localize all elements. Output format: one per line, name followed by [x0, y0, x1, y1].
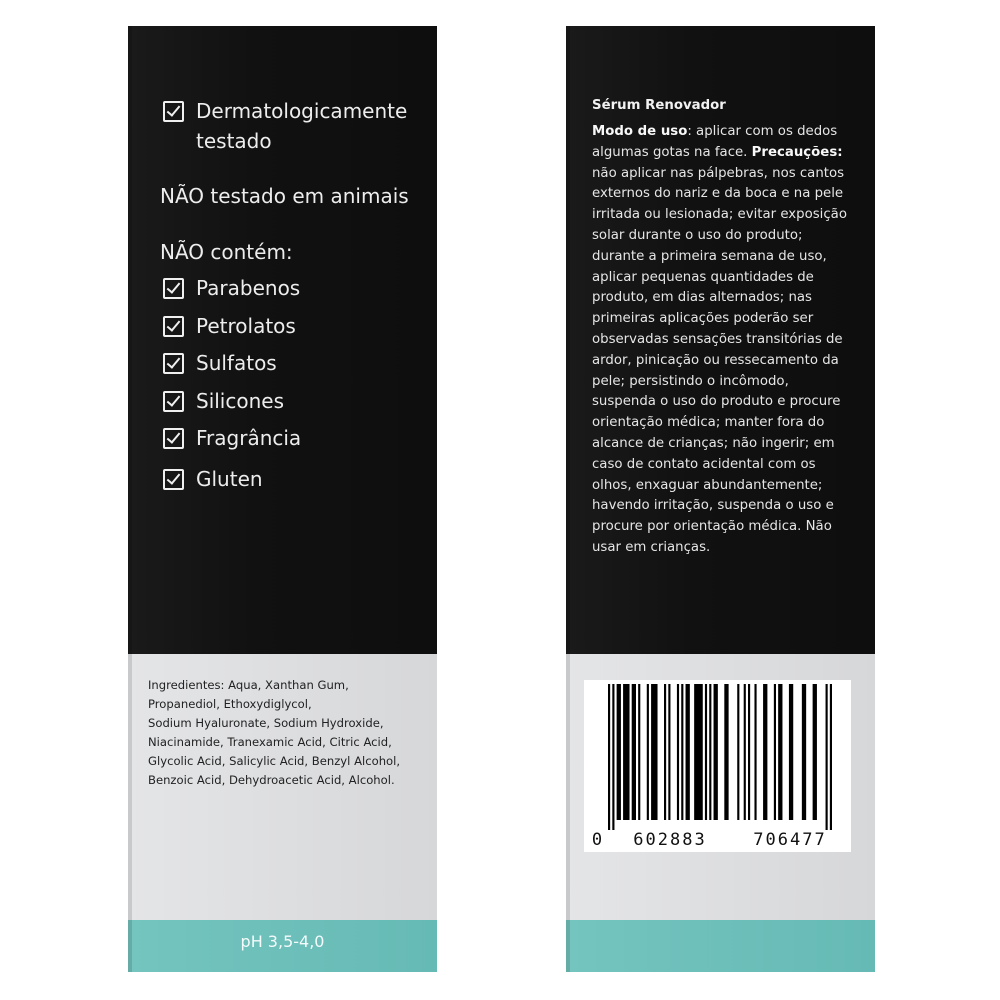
- product-title: Sérum Renovador: [592, 98, 726, 113]
- derm-line-2: testado: [196, 129, 272, 153]
- free-from-label: Gluten: [196, 467, 263, 491]
- barcode-bar: [789, 684, 793, 820]
- not-tested-animals: NÃO testado em animais: [160, 184, 409, 208]
- usage-precautions-text: [592, 122, 854, 559]
- free-from-label: Parabenos: [196, 276, 301, 300]
- barcode-bar: [664, 684, 666, 820]
- not-contains-heading: NÃO contém:: [160, 240, 293, 264]
- barcode-bar: [748, 684, 750, 820]
- barcode-bar: [714, 684, 718, 820]
- free-from-item: [163, 423, 301, 453]
- barcode: [584, 680, 851, 852]
- barcode-digit-first: 0: [591, 830, 603, 850]
- free-from-label: Sulfatos: [196, 351, 277, 375]
- barcode-group-right: 706477: [753, 830, 827, 850]
- ingredients-line: Glycolic Acid, Salicylic Acid, Benzyl Alcohol,: [148, 754, 401, 768]
- free-from-item: [163, 386, 284, 416]
- barcode-bar: [668, 684, 670, 820]
- barcode-bar: [638, 684, 640, 820]
- ingredients-line: Niacinamide, Tranexamic Acid, Citric Acid,: [148, 735, 392, 749]
- barcode-bar: [802, 684, 806, 820]
- barcode-bar: [705, 684, 707, 820]
- checkbox-checked-icon: [163, 469, 184, 490]
- ingredients-line: Ingredientes: Aqua, Xanthan Gum,: [148, 678, 349, 692]
- barcode-bar: [778, 684, 782, 820]
- free-from-label: Fragrância: [196, 426, 302, 450]
- ph-range: pH 3,5-4,0: [240, 932, 325, 951]
- barcode-bar: [651, 684, 657, 820]
- barcode-bar: [744, 684, 746, 820]
- barcode-bar: [763, 684, 767, 820]
- right-teal-section: [566, 920, 875, 972]
- barcode-bar: [608, 684, 610, 830]
- ingredients-line: Propanediol, Ethoxydiglycol,: [148, 697, 312, 711]
- precautions-text: não aplicar nas pálpebras, nos cantos externos do nariz e da boca e na pele irritada ou lesionada; evitar exposição solar durante o uso do produto; durante a primeira semana de uso, aplicar pequenas quantidades de produto, em dias alternados; nas primeiras aplicações poderão ser observadas sensações transitórias de ardor, pinicação ou ressecamento da pele; persistindo o incômodo, suspenda o uso do produto e procure orientação médica; manter fora do alcance de crianças; não ingerir; em caso de contato acidental com os olhos, enxaguar abundantemente; havendo irritação, suspenda o uso e procure por orientação médica. Não usar em crianças.: [592, 165, 847, 555]
- barcode-bar: [774, 684, 776, 820]
- free-from-item: [163, 464, 263, 494]
- checkbox-checked-icon: [163, 391, 184, 412]
- free-from-item: [163, 348, 277, 378]
- barcode-bar: [826, 684, 828, 830]
- barcode-bar: [623, 684, 629, 820]
- usage-label: Modo de uso: [592, 124, 688, 139]
- barcode-bar: [677, 684, 679, 820]
- free-from-label: Silicones: [196, 389, 284, 413]
- free-from-label: Petrolatos: [196, 314, 296, 338]
- barcode-group-left: 602883: [633, 830, 707, 850]
- derm-line-1: Dermatologicamente: [196, 99, 408, 123]
- ingredients-list: [148, 676, 430, 790]
- barcode-bar: [686, 684, 690, 820]
- checkbox-checked-icon: [163, 353, 184, 374]
- left-box-panel: [128, 26, 437, 972]
- checkbox-checked-icon: [163, 316, 184, 337]
- barcode-bar: [724, 684, 728, 820]
- ingredients-line: Benzoic Acid, Dehydroacetic Acid, Alcohol.: [148, 773, 395, 787]
- barcode-bar: [632, 684, 636, 820]
- barcode-bar: [694, 684, 703, 820]
- barcode-bar: [709, 684, 711, 820]
- barcode-bar: [737, 684, 739, 820]
- precautions-label: Precauções:: [751, 144, 843, 160]
- usage-text: : aplicar com os dedos algumas gotas na face.: [592, 124, 838, 160]
- checkbox-checked-icon: [163, 101, 184, 122]
- barcode-bar: [647, 684, 649, 820]
- derm-tested-label: [196, 96, 407, 156]
- derm-tested-item: [163, 96, 407, 156]
- barcode-bar: [830, 684, 832, 830]
- barcode-bar: [813, 684, 817, 820]
- right-box-panel: [566, 26, 875, 972]
- barcode-number: [584, 830, 851, 850]
- barcode-bar: [617, 684, 621, 820]
- barcode-bar: [612, 684, 614, 830]
- free-from-item: [163, 311, 296, 341]
- barcode-bar: [754, 684, 756, 820]
- free-from-item: [163, 273, 300, 303]
- ingredients-line: Sodium Hyaluronate, Sodium Hydroxide,: [148, 716, 384, 730]
- checkbox-checked-icon: [163, 428, 184, 449]
- barcode-bars: [584, 680, 851, 830]
- checkbox-checked-icon: [163, 278, 184, 299]
- barcode-bar: [681, 684, 683, 820]
